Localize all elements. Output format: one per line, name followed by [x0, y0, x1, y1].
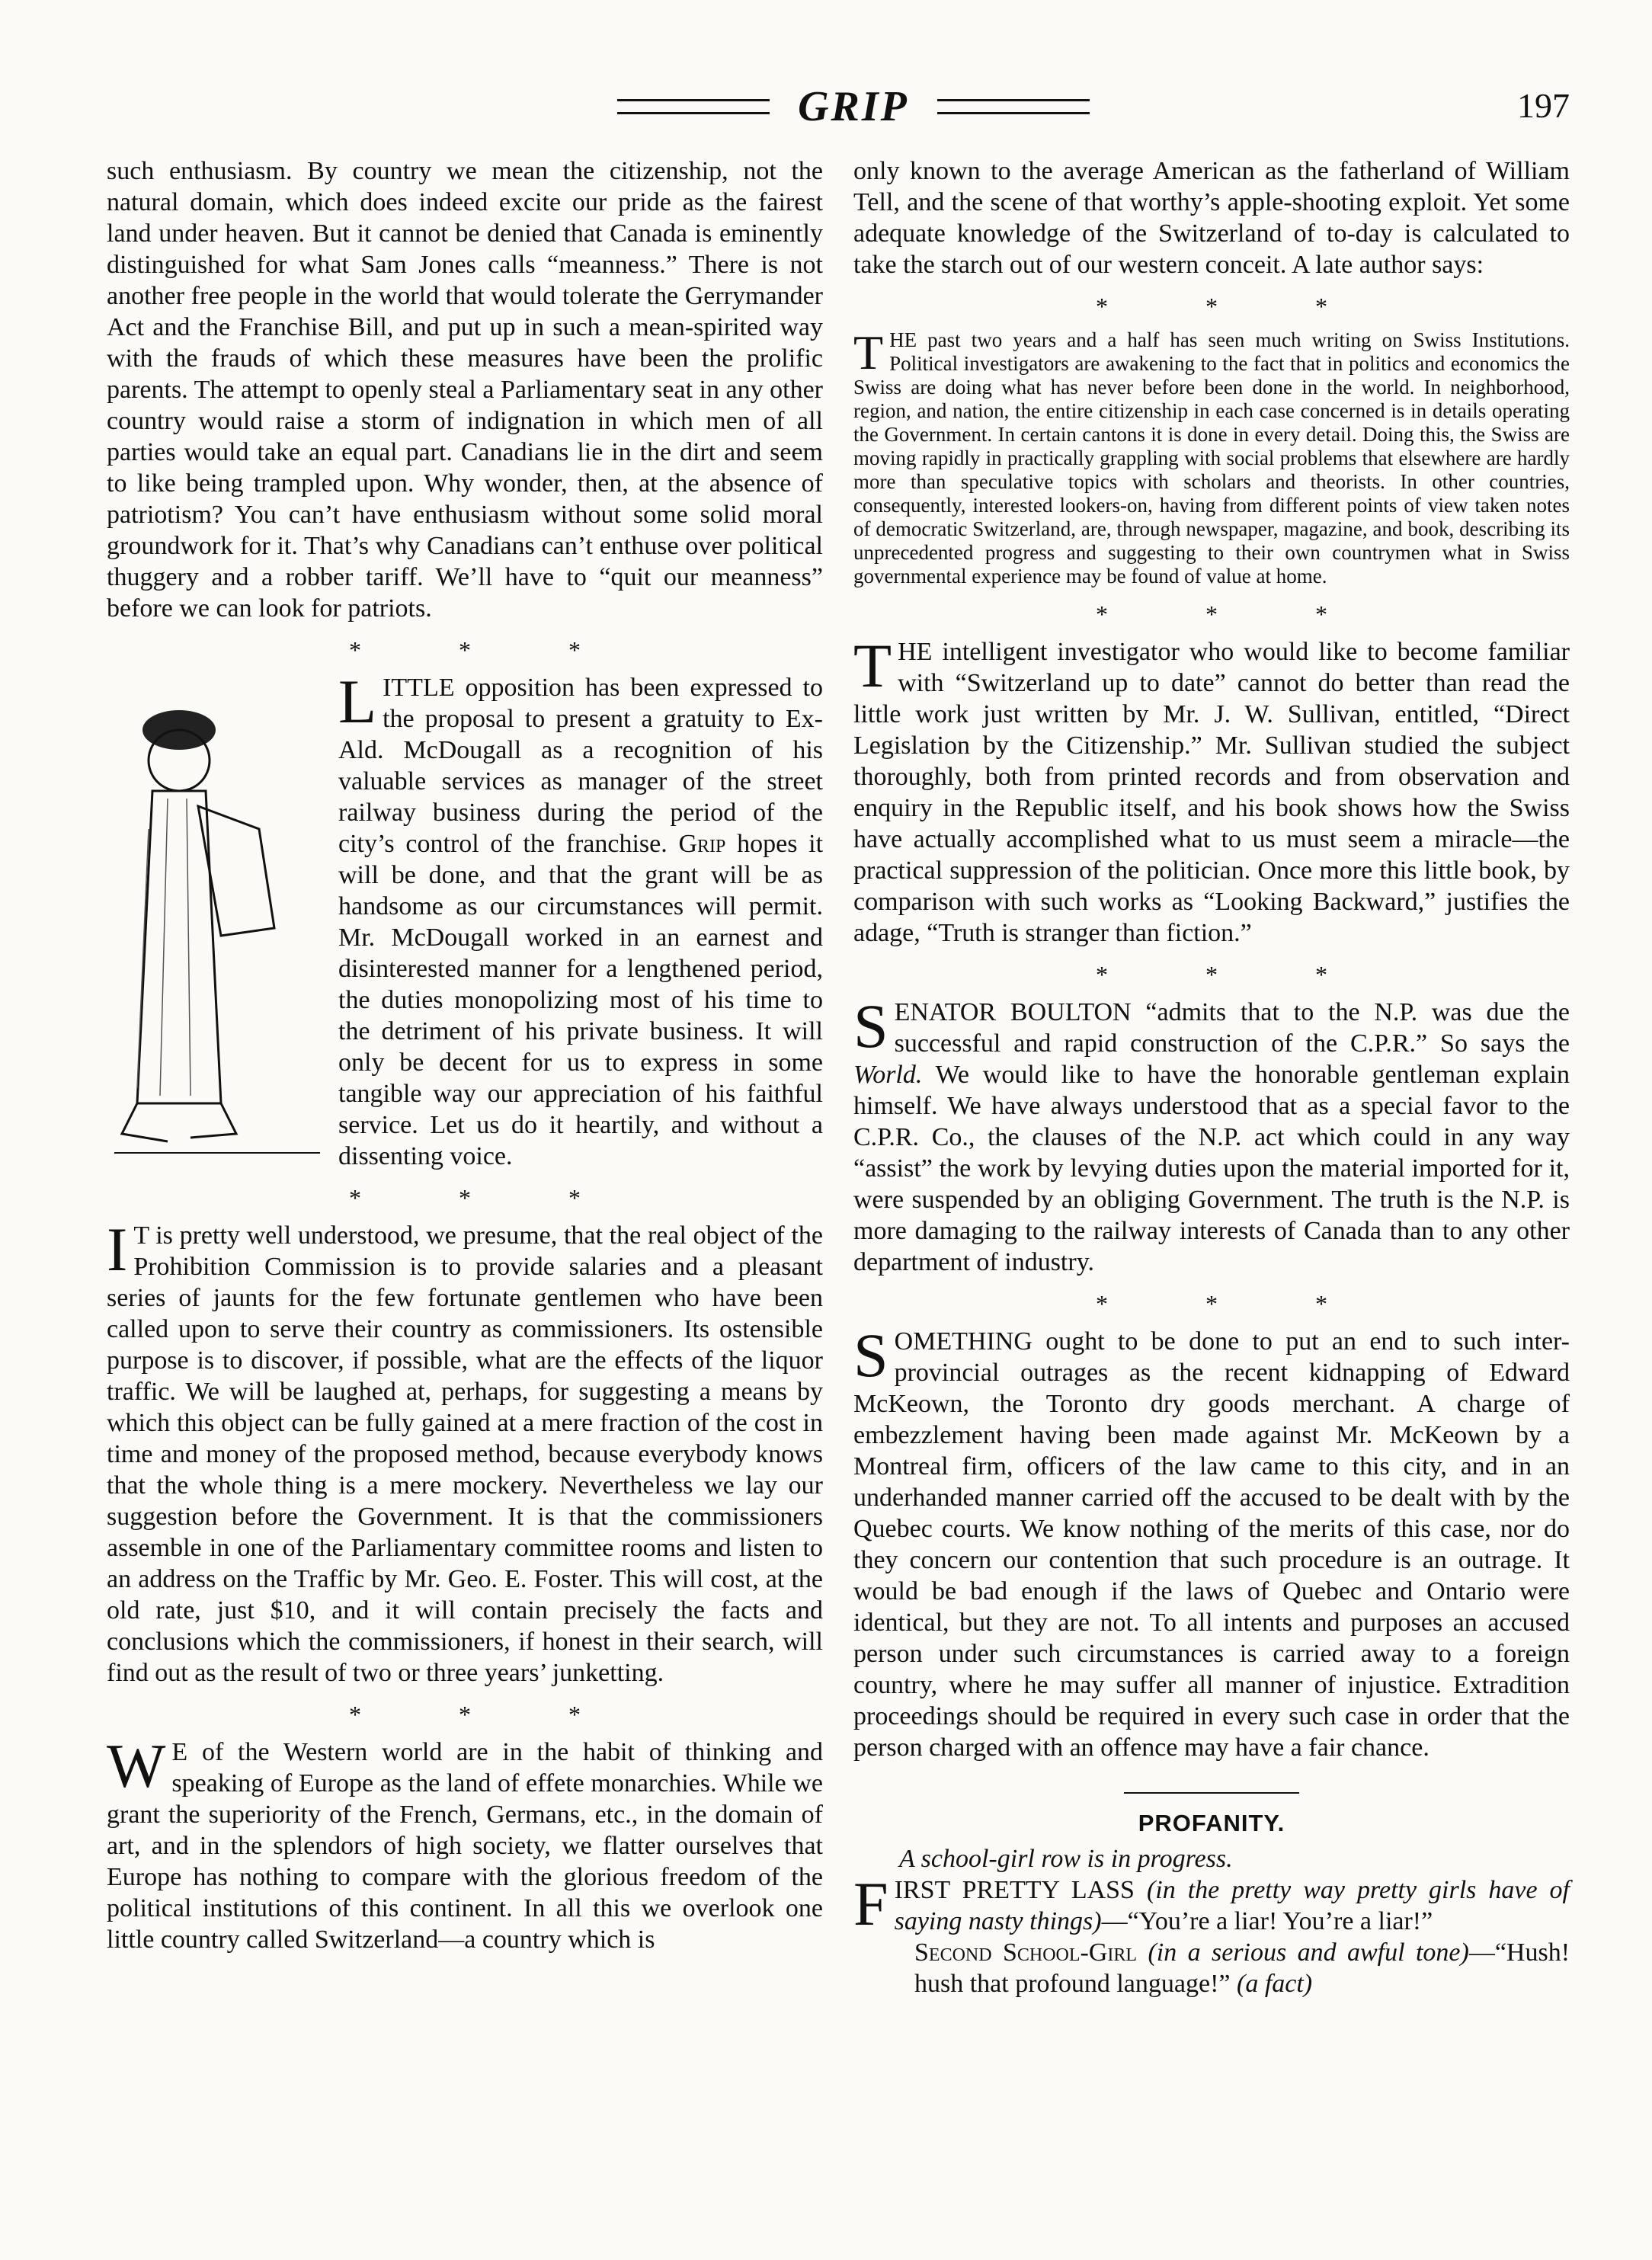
article-patriotism: such enthusiasm. By country we mean the citizenship, not the natural domain, which does indeed excite our pride as the fairest land under heaven. But it cannot be denied that Canada is eminently distinguished for what Sam Jones calls “meanness.” There is not another free people in the world that would tolerate the Gerrymander Act and the Franchise Bill, and put up in such a mean-spirited way with the frauds of which these measures have been the prolific parents. The attempt to openly steal a Parliamentary seat in any other country would raise a storm of indignation in which men of all parties would take an equal part. Canadians lie in the dirt and seem to like being trampled upon. Why wonder, then, at the absence of patriotism? You can’t have enthusiasm without some solid moral groundwork for it. That’s why Canadians can’t enthuse over political thuggery and a robber tariff. We’ll have to “quit our meanness” before we can look for patriots. [107, 157, 823, 623]
drop-cap: T [853, 631, 892, 700]
article-boulton [853, 991, 1570, 1278]
drop-cap: W [107, 1731, 166, 1801]
profanity-subtitle: A school-girl row is in progress. [899, 1845, 1233, 1873]
article-switzerland-cont: only known to the average American as the fatherland of William Tell, and the scene of that worthy’s apple-shooting exploit. Yet some adequate knowledge of the Switzerland of to-day is calculated to take the starch out of our western conceit. A late author says: [853, 157, 1570, 279]
dialogue-line-1 [853, 1869, 1570, 1938]
dialogue-line-2 [853, 1937, 1570, 1999]
article-text: We would like to have the honorable gentleman explain himself. We have always understood that as a special favor to the C.P.R. Co., the clauses of the N.P. act which could in any way “assist” the work by levying duties upon the material imported for it, were suspended by an obliging Government. The truth is the N.P. is more damaging to the railway interests of Canada than to any other department of industry. [853, 1061, 1570, 1276]
speaker-name: IRST PRETTY LASS [894, 1876, 1135, 1904]
page-header [0, 82, 1652, 128]
quote-text: HE past two years and a half has seen much writing on Swiss Institutions. Political investigators are awakening to the fact that in politics and economics the Swiss are doing what has never before been done in the world. In neighborhood, region, and nation, the entire citizenship in each case concerned is in details operating the Government. In certain cantons it is done in every detail. Doing this, the Swiss are moving rapidly in practically grappling with social problems that elsewhere are hardly more than speculative topics with scholars and theorists. In other countries, consequently, interested lookers-on, having from different points of view taken notes of democratic Switzerland, are, through newspaper, magazine, and book, describing its unprecedented progress and suggesting to their own countrymen what in Swiss governmental experience may be found of value at home. [853, 328, 1570, 587]
drop-cap: T [853, 325, 884, 379]
drop-cap: S [853, 1320, 888, 1390]
section-separator: * * * [349, 636, 626, 664]
stage-direction: (in a serious and awful tone) [1148, 1938, 1469, 1967]
drop-cap: S [853, 991, 888, 1061]
section-separator: * * * [1096, 1290, 1373, 1317]
left-column [107, 155, 823, 1955]
masthead-rule-right [937, 99, 1090, 114]
section-separator: * * * [1096, 600, 1373, 628]
quoted-passage [853, 325, 1570, 588]
dialogue-text: —“Hush! hush that profound language!” [914, 1938, 1570, 1998]
dialogue-text: —“You’re a liar! You’re a liar!” [1101, 1907, 1433, 1935]
article-text: hopes it will be done, and that the grant will be as handsome as our circumstances will permit. Mr. McDougall worked in an earnest and disinterested manner for a lengthened period, the duties monopolizing most of his time to the detriment of his private business. It will only be decent for us to express in some tangible way our appreciation of his faithful service. Let us do it heartily, and without a dissenting voice. [338, 830, 824, 1170]
page-number: 197 [1517, 86, 1570, 125]
article-text: ENATOR BOULTON “admits that to the N.P. was due the successful and rapid construction of the C.P.R.” So says the [894, 998, 1570, 1058]
article-text: E of the Western world are in the habit of thinking and speaking of Europe as the land of effete monarchies. While we grant the superiority of the French, Germans, etc., in the domain of art, and in the splendors of high society, we flatter ourselves that Europe has nothing to compare with the glorious freedom of the political institutions of this continent. In all this we overlook one little country called Switzerland—a country which is [107, 1738, 823, 1954]
article-switzerland [107, 1731, 823, 1955]
stage-direction: (in the pretty way pretty girls have of saying nasty things) [894, 1876, 1570, 1935]
article-text: OMETHING ought to be done to put an end to such inter-provincial outrages as the recent kidnapping of Edward McKeown, the Toronto dry goods merchant. A charge of embezzlement having been made against Mr. McKeown by a Montreal firm, officers of the law came to this city, and in an underhanded manner carried off the accused to be dealt with by the Quebec courts. We know nothing of the merits of this case, nor do they concern our contention that such procedure is an outrage. It would be bad enough if the laws of Quebec and Ontario were identical, but they are not. To all intents and purposes an accused person under such circumstances is carried away to a foreign country, where he may suffer all manner of injustice. Extradition proceedings should be required in every such case in order that the person charged with an offence may have a fair chance. [853, 1327, 1570, 1762]
newspaper-name: World. [853, 1061, 923, 1089]
article-prohibition [107, 1215, 823, 1689]
drop-cap: F [853, 1869, 888, 1938]
section-separator: * * * [1096, 293, 1373, 320]
article-text: ITTLE opposition has been expressed to the proposal to present a gratuity to Ex-Ald. McDougall as a recognition of his valuable services as manager of the street railway business during the period of the city’s control of the franchise. [338, 674, 823, 858]
drop-cap: I [107, 1215, 128, 1284]
right-column [853, 155, 1570, 1999]
article-mckeown [853, 1320, 1570, 1763]
article-text: T is pretty well understood, we presume, that the real object of the Prohibition Commission is to provide salaries and a pleasant series of jaunts for the few fortunate gentlemen who have been called upon to serve their country as commissioners. Its ostensible purpose is to discover, if possible, what are the effects of the liquor traffic. We will be laughed at, perhaps, for suggesting a means by which this object can be fully gained at a mere fraction of the cost in time and money of the proposed method, because everybody knows that the whole thing is a mere mockery. Nevertheless we lay our suggestion before the Government. It is that the commissioners assemble in one of the Parliamentary committee rooms and listen to an address on the Traffic by Mr. Geo. E. Foster. This will cost, at the old rate, just $10, and it will contain precisely the facts and conclusions which the commissioners, if honest in their search, will find out as the result of two or three years’ junketting. [107, 1221, 823, 1687]
section-separator: * * * [349, 1184, 626, 1212]
drop-cap: L [338, 667, 377, 736]
note: (a fact) [1237, 1970, 1313, 1998]
section-separator: * * * [349, 1701, 626, 1728]
divider-rule [1124, 1792, 1299, 1794]
article-sullivan [853, 631, 1570, 949]
profanity-title: PROFANITY. [1138, 1810, 1285, 1836]
masthead-title: GRIP [798, 83, 909, 130]
section-separator: * * * [1096, 961, 1373, 988]
grip-name: Grip [678, 830, 726, 858]
speaker-name: Second School-Girl [914, 1938, 1138, 1967]
cartoon-illustration [107, 677, 328, 1164]
article-text: HE intelligent investigator who would like to become familiar with “Switzerland up to date” cannot do better than read the little work just written by Mr. J. W. Sullivan, entitled, “Direct Legislation by the Citizenship.” Mr. Sullivan studied the subject thoroughly, both from printed records and from observation and enquiry in the Republic itself, and his book shows how the Swiss have actually accomplished what to us must seem a miracle—the practical suppression of the politician. Once more this little book, by comparison with such works as “Looking Backward,” justifies the adage, “Truth is stranger than fiction.” [853, 638, 1570, 947]
